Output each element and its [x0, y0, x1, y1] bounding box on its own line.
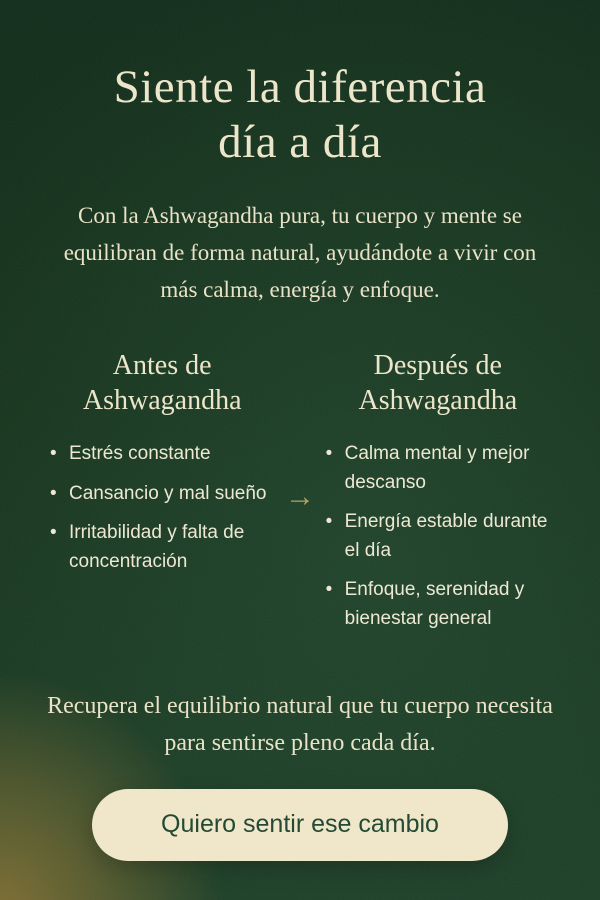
after-column: [324, 348, 552, 644]
before-list-item: [48, 440, 276, 469]
after-list-item: [324, 440, 552, 497]
after-list-item-text: Enfoque, serenidad y bienestar general: [344, 579, 525, 629]
before-heading: [48, 348, 276, 418]
before-list: [48, 440, 276, 576]
before-heading-line1: Antes de: [112, 350, 212, 382]
after-heading-line1: Después de: [373, 350, 502, 382]
after-heading-line2: Ashwagandha: [358, 385, 518, 417]
intro-paragraph: Con la Ashwagandha pura, tu cuerpo y mente se equilibran de forma natural, ayudándote a vivir con más calma, energía y enfoque.: [63, 202, 537, 302]
before-after-comparison: [34, 348, 566, 644]
after-heading: [324, 348, 552, 418]
before-list-item: [48, 519, 276, 576]
before-column: [48, 348, 276, 644]
after-list-item: [324, 508, 552, 565]
before-list-item: [48, 480, 276, 509]
after-list: [324, 440, 552, 633]
cta-container: [34, 789, 566, 861]
closing-paragraph: Recupera el equilibrio natural que tu cuerpo necesita para sentirse pleno cada día.: [47, 693, 553, 757]
after-list-item: [324, 576, 552, 633]
after-list-item-text: Energía estable durante el día: [344, 511, 548, 561]
cta-button[interactable]: Quiero sentir ese cambio: [92, 789, 508, 861]
after-list-item-text: Calma mental y mejor descanso: [344, 443, 530, 493]
transition-arrow-cell: [276, 348, 323, 644]
right-arrow-icon: →: [285, 480, 315, 514]
before-list-item-text: Cansancio y mal sueño: [69, 482, 267, 504]
page-title: [34, 60, 566, 171]
page-title-line1: Siente la diferencia: [113, 61, 487, 113]
before-heading-line2: Ashwagandha: [82, 385, 242, 417]
before-list-item-text: Estrés constante: [69, 443, 211, 465]
before-list-item-text: Irritabilidad y falta de concentración: [69, 522, 245, 572]
page-title-line2: día a día: [218, 116, 382, 169]
